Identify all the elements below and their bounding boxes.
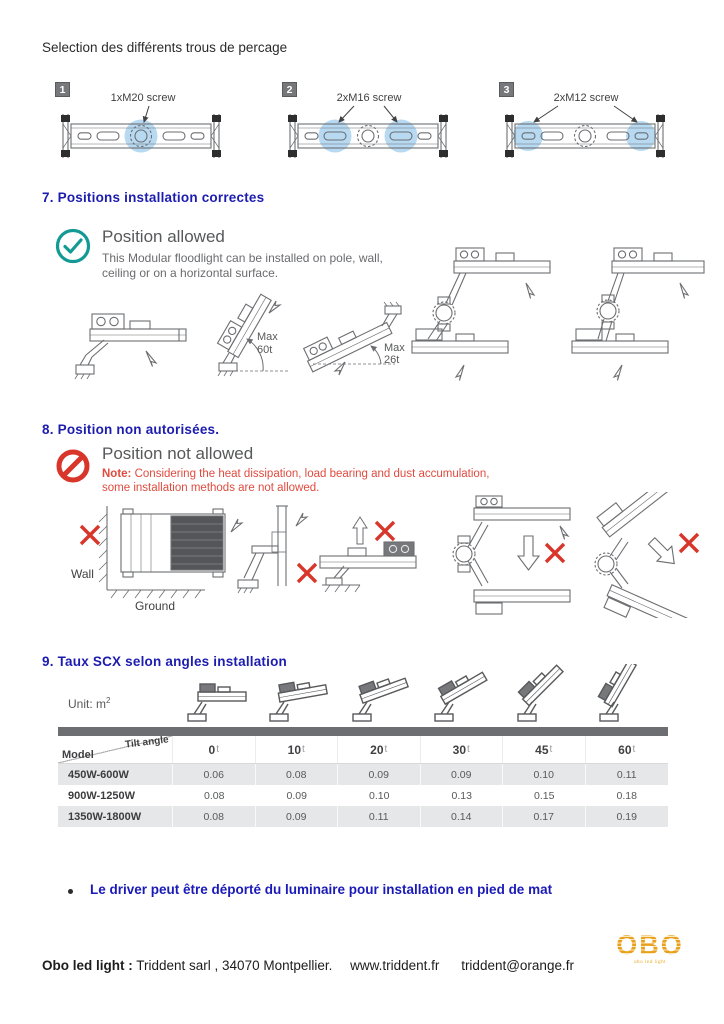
footer (42, 958, 574, 973)
diagram-number-badge: 3 (499, 82, 514, 97)
footer-website: www.triddent.fr (350, 958, 440, 973)
scx-value: 0.10 (369, 789, 390, 802)
row-model: 1350W-1800W (58, 806, 173, 827)
drawing-tilt-26 (297, 300, 415, 378)
drawing-tilt-60 (197, 283, 297, 383)
col-header-60: 60 t (618, 742, 636, 757)
scx-value: 0.18 (616, 789, 637, 802)
col-header-10: 10 t (256, 736, 339, 763)
wall-label: Wall (71, 567, 94, 581)
scx-value: 0.14 (421, 806, 504, 827)
bullet-dot (68, 889, 73, 894)
scx-value: 0.08 (204, 789, 225, 802)
scx-value: 0.09 (286, 789, 307, 802)
cross-icon (376, 522, 394, 540)
no-entry-icon (54, 447, 92, 485)
position-allowed-desc-2: ceiling or on a horizontal surface. (102, 266, 279, 280)
row-model: 900W-1250W (68, 789, 136, 802)
drill-diagram-2 (277, 84, 459, 172)
section7-heading: 7. Positions installation correctes (42, 190, 265, 205)
scx-value: 0.15 (534, 789, 555, 802)
scx-value: 0.09 (256, 806, 339, 827)
footer-email: triddent@orange.fr (461, 958, 574, 973)
tilt-icon-10 (264, 664, 334, 726)
scx-value: 0.11 (338, 806, 421, 827)
note-line-2: some installation methods are not allowed. (102, 482, 320, 494)
cross-icon (546, 544, 564, 562)
drawing-flipped-ground (308, 508, 443, 608)
scx-value: 0.09 (421, 764, 504, 785)
tilt-angle-label: Tilt angle (124, 734, 170, 751)
scx-value: 0.13 (451, 789, 472, 802)
highlight-circle (513, 121, 543, 151)
screw-label: 2xM16 screw (336, 92, 402, 104)
diagram-number-badge: 2 (282, 82, 297, 97)
tilt-icon-30 (429, 664, 499, 726)
scx-value: 0.08 (173, 806, 256, 827)
scx-value: 0.09 (338, 764, 421, 785)
col-header-45: 45 t (503, 736, 586, 763)
position-not-allowed-title: Position not allowed (102, 444, 254, 463)
note-label: Note: (102, 468, 132, 480)
section9-heading: 9. Taux SCX selon angles installation (42, 654, 287, 669)
drill-diagram-3 (494, 84, 676, 172)
scx-value: 0.17 (503, 806, 586, 827)
obo-logo-caption: obo led light (633, 959, 667, 964)
scx-value: 0.11 (616, 768, 637, 781)
footer-company-rest: Triddent sarl , 34070 Montpellier. (136, 958, 333, 973)
scx-value: 0.06 (173, 764, 256, 785)
check-circle-icon (54, 227, 92, 265)
drawing-dual-fixture-2 (556, 245, 706, 385)
unit-label: Unit: $m^2$ (68, 696, 111, 711)
diagram-number-badge: 1 (55, 82, 70, 97)
page-title: Selection des différents trous de percage (42, 40, 288, 55)
max-60-label: Max (257, 331, 278, 343)
table-row (58, 764, 668, 785)
drawing-pole-horizontal (62, 295, 197, 380)
col-header-20: 20 t (338, 736, 421, 763)
obo-logo-text: OBO (612, 930, 688, 961)
drill-diagram-1 (50, 84, 232, 172)
col-header-30: 30 t (421, 736, 504, 763)
cross-icon (81, 526, 99, 544)
section8-heading: 8. Position non autorisées. (42, 422, 220, 437)
scx-value: 0.10 (503, 764, 586, 785)
screw-label: 2xM12 screw (553, 92, 619, 104)
highlight-circle (626, 121, 656, 151)
model-label: Model (62, 749, 94, 761)
tilt-icon-20 (347, 664, 417, 726)
ground-label: Ground (134, 599, 176, 613)
screw-label: 1xM20 screw (110, 92, 176, 104)
table-row (58, 785, 668, 806)
scx-value: 0.19 (616, 810, 637, 823)
position-allowed-desc-1: This Modular floodlight can be installed on pole, wall, (102, 251, 383, 265)
tilt-icon-60 (594, 664, 664, 726)
table-top-bar (58, 727, 668, 736)
scx-table (58, 736, 668, 827)
table-row (58, 806, 668, 827)
max-60-value: 60t (257, 344, 273, 356)
max-26-value: 26t (384, 354, 400, 366)
note-line-1: Note: Considering the heat dissipation, load bearing and dust accumulation, (102, 468, 490, 480)
footer-company-bold: Obo led light : (42, 958, 133, 973)
col-header-0: 0 t (173, 736, 256, 763)
table-header-row (58, 736, 668, 764)
tilt-icon-0 (182, 664, 252, 726)
driver-note: Le driver peut être déporté du luminaire pour installation en pied de mat (90, 882, 553, 897)
drawing-dual-fixture-1 (408, 245, 556, 385)
cross-icon (680, 534, 698, 552)
scx-value: 0.08 (256, 764, 339, 785)
row-model: 450W-600W (58, 764, 173, 785)
table-corner-cell (58, 736, 173, 763)
position-allowed-title: Position allowed (102, 227, 225, 246)
drawing-c-shape (448, 492, 578, 618)
tilt-icon-45 (512, 664, 582, 726)
drawing-v-shape (580, 492, 710, 618)
max-26-label: Max (384, 342, 405, 354)
obo-logo (612, 930, 688, 964)
